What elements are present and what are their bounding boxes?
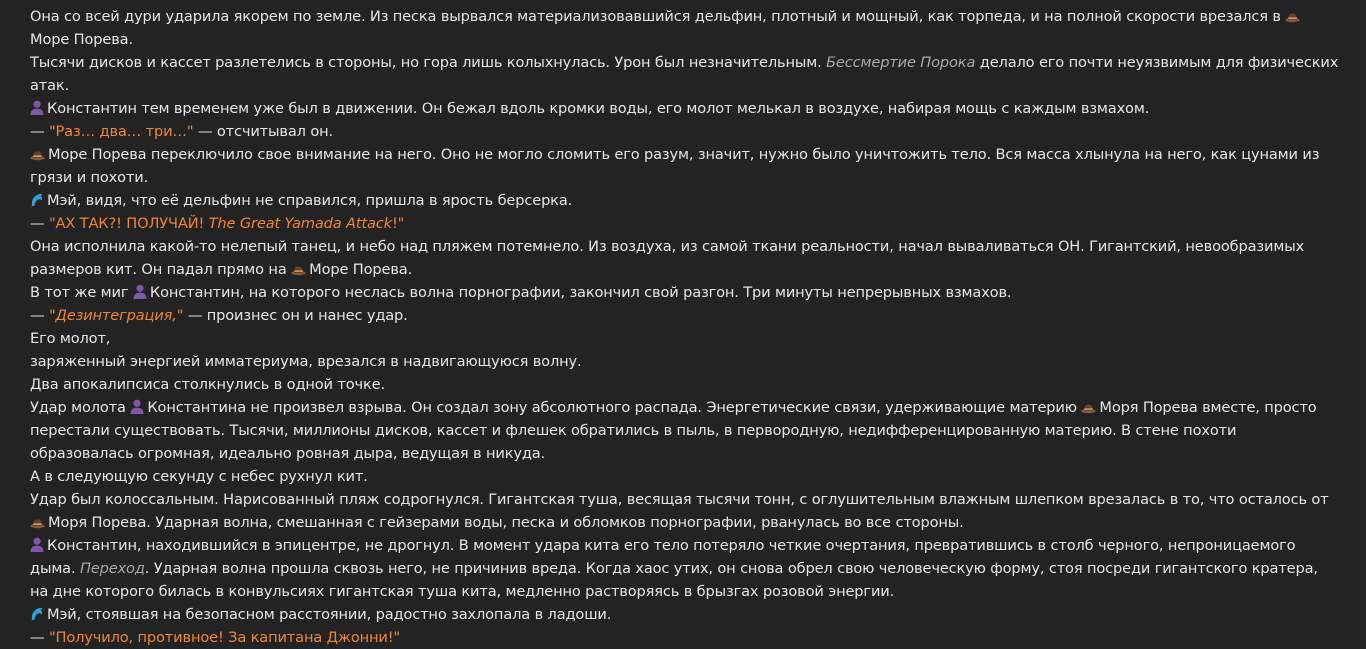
- dialogue-line: — "Раз… два… три…" — отсчитывал он.: [30, 123, 333, 140]
- paragraph: Она со всей дури ударила якорем по земле. Из песка вырвался материализовавшийся дельфин, плотный и мощный, как торпеда, и на полной скорости врезался в Море Порева.: [30, 5, 1340, 51]
- paragraph: Константин тем временем уже был в движении. Он бежал вдоль кромки воды, его молот мелькал в воздухе, набирая мощь с каждым взмахом.: [30, 97, 1340, 120]
- paragraph: Его молот,: [30, 330, 111, 347]
- quote: "АХ ТАК?! ПОЛУЧАЙ!: [48, 215, 205, 232]
- hat-icon: [1081, 401, 1096, 414]
- paragraph: Удар молота Константина не произвел взрыва. Он создал зону абсолютного распада. Энергетические связи, удерживающие материю Моря Порева вместе, просто перестали существовать. Тысячи, миллионы дисков, кассет и флешек обратились в пыль, в первородную, недифференцированную материю. В стене похоти образовалась огромная, идеально ровная дыра, ведущая в никуда.: [30, 399, 1317, 462]
- emphasis: Переход: [79, 560, 145, 577]
- dialogue-line: — "Получило, противное! За капитана Джонни!": [30, 629, 401, 646]
- person-icon: [130, 399, 144, 414]
- story-text: [30, 5, 1340, 649]
- paragraph: Мэй, стоявшая на безопасном расстоянии, радостно захлопала в ладоши.: [30, 603, 1340, 626]
- hat-icon: [1285, 10, 1300, 23]
- emphasis: Бессмертие Порока: [826, 54, 976, 71]
- paragraph: А в следующую секунду с небес рухнул кит.: [30, 468, 368, 485]
- paragraph: Константин, находившийся в эпицентре, не дрогнул. В момент удара кита его тело потеряло четкие очертания, превратившись в столб черного, непроницаемого дыма. Переход. Ударная волна прошла сквозь него, не причинив вреда. Когда хаос утих, он снова обрел свою человеческую форму, стоя посреди гигантского кратера, на дне которого билась в конвульсиях гигантская туша кита, медленно растворяясь в брызгах розовой энергии.: [30, 537, 1318, 600]
- quote: "Дезинтеграция,": [48, 307, 184, 324]
- paragraph: Удар был колоссальным. Нарисованный пляж содрогнулся. Гигантская туша, весящая тысячи тонн, с оглушительным влажным шлепком врезалась в то, что осталось от Моря Порева. Ударная волна, смешанная с гейзерами воды, песка и обломков порнографии, рванулась во все стороны.: [30, 491, 1329, 531]
- dolphin-icon: [30, 606, 44, 621]
- paragraph: Море Порева переключило свое внимание на него. Оно не могло сломить его разум, значит, нужно было уничтожить тело. Вся масса хлынула на него, как цунами из грязи и похоти.: [30, 146, 1320, 186]
- paragraph: Тысячи дисков и кассет разлетелись в стороны, но гора лишь колыхнулась. Урон был незначительным. Бессмертие Порока делало его почти неуязвимым для физических атак.: [30, 54, 1339, 94]
- quote-emphasis: The Great Yamada Attack: [208, 215, 392, 232]
- person-icon: [30, 100, 44, 115]
- hat-icon: [30, 148, 45, 161]
- hat-icon: [30, 516, 45, 529]
- paragraph: В тот же миг Константин, на которого неслась волна порнографии, закончил свой разгон. Три минуты непрерывных взмахов.: [30, 284, 1012, 301]
- person-icon: [133, 284, 147, 299]
- paragraph: Два апокалипсиса столкнулись в одной точке.: [30, 376, 385, 393]
- person-icon: [30, 537, 44, 552]
- paragraph: Мэй, видя, что её дельфин не справился, пришла в ярость берсерка.: [30, 189, 1340, 212]
- quote: "Получило, противное! За капитана Джонни!": [48, 629, 401, 646]
- dialogue-line: — "АХ ТАК?! ПОЛУЧАЙ! The Great Yamada Attack!": [30, 215, 405, 232]
- paragraph: Она исполнила какой-то нелепый танец, и небо над пляжем потемнело. Из воздуха, из самой ткани реальности, начал вываливаться ОН. Гигантский, невообразимых размеров кит. Он падал прямо на Море Порева.: [30, 238, 1305, 278]
- paragraph: заряженный энергией имматериума, врезался в надвигающуюся волну.: [30, 353, 582, 370]
- quote: "Раз… два… три…": [48, 123, 194, 140]
- hat-icon: [291, 263, 306, 276]
- quote-end: !": [391, 215, 405, 232]
- dialogue-line: — "Дезинтеграция," — произнес он и нанес удар.: [30, 307, 408, 324]
- dolphin-icon: [30, 192, 44, 207]
